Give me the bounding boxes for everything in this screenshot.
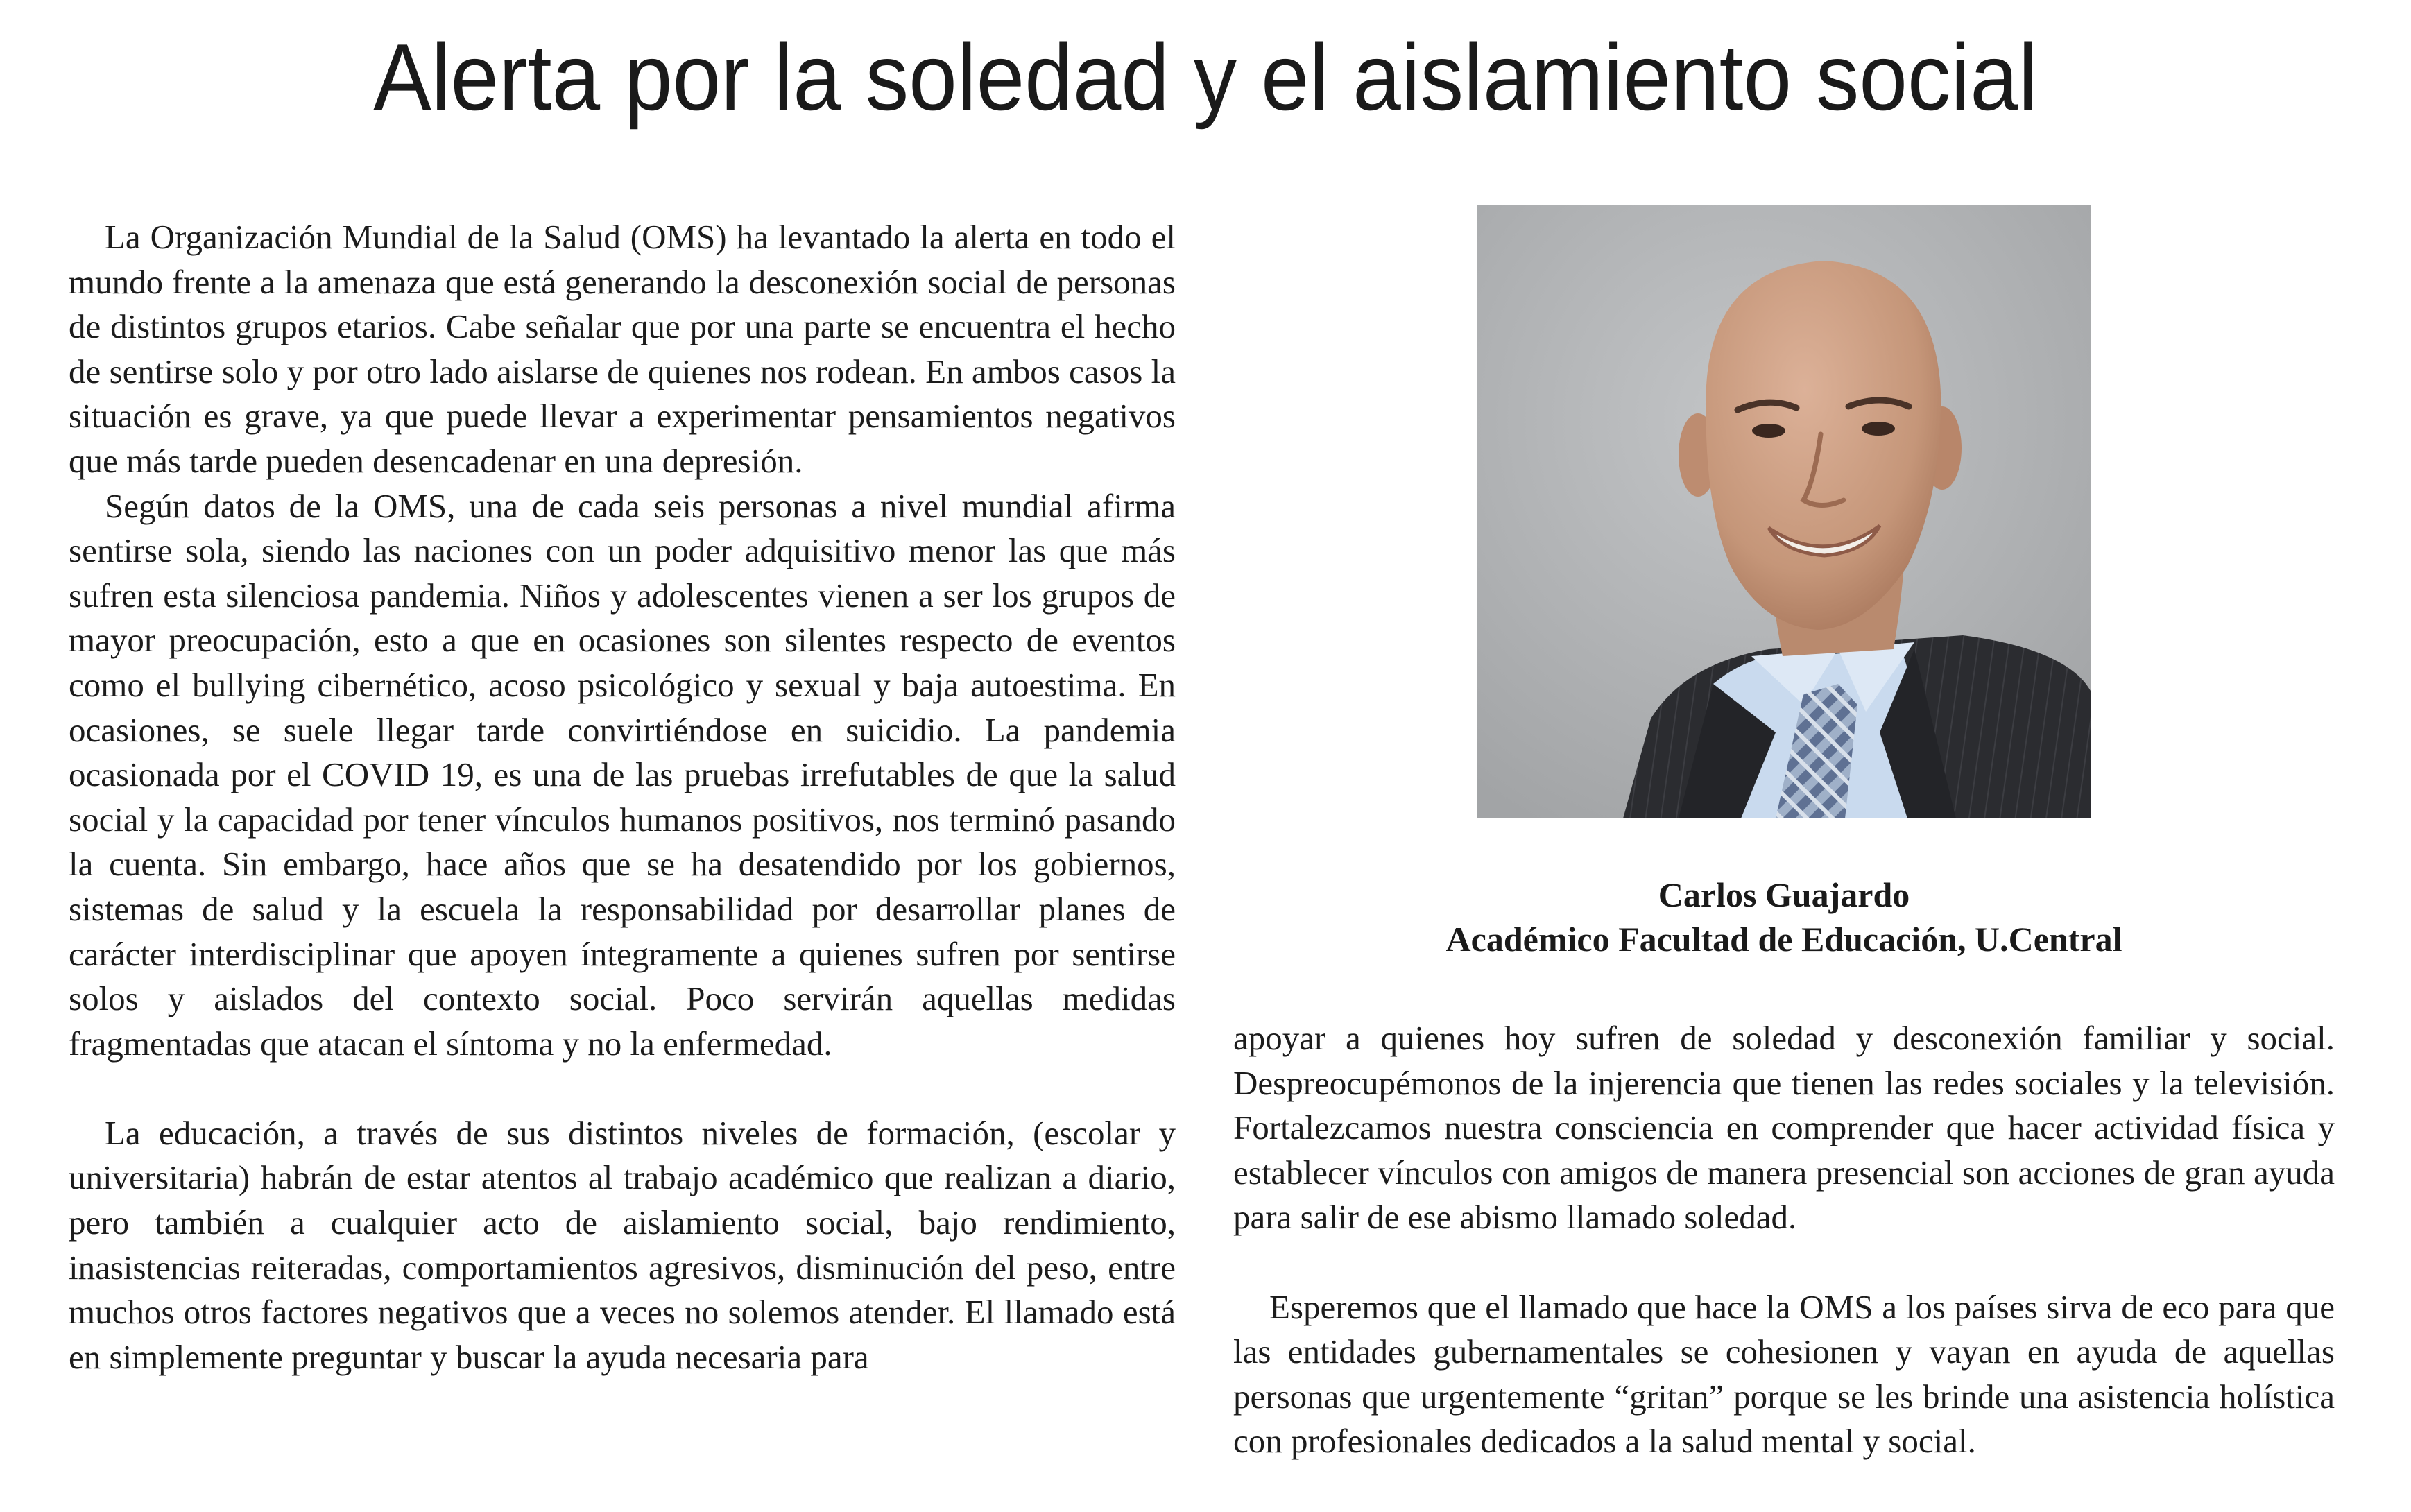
body-paragraph: apoyar a quienes hoy sufren de soledad y desconexión familiar y social. Despreocupémonos de la injerencia que tienen las redes sociales y la televisión. Fortalezcamos nuestra consciencia en comprender que hacer actividad física y establecer vínculos con amigos de manera presencial son acciones de gran ayuda para salir de ese abismo llamado soledad. [1233,1019,2335,1237]
body-paragraph: Esperemos que el llamado que hace la OMS a los países sirva de eco para que las entidades gubernamentales se cohesionen y vayan en ayuda de aquellas personas que urgentemente “gritan” porque se les brinde una asistencia holística con profesionales dedicados a la salud mental y social. [1233,1287,2335,1461]
body-paragraph: La educación, a través de sus distintos niveles de formación, (escolar y universitaria) habrán de estar atentos al trabajo académico que realizan a diario, pero también a cualquier acto de aislamiento social, bajo rendimiento, inasistencias reiteradas, comportamientos agresivos, disminución del peso, entre muchos otros factores negativos que a veces no solemos atender. El llamado está en simplemente preguntar y buscar la ayuda necesaria para [69,1113,1176,1376]
author-portrait-illustration [1477,205,2091,818]
article-title: Alerta por la soledad y el aislamiento social [373,24,2038,130]
article-body-left-column [69,215,1176,1380]
author-name: Carlos Guajardo [1658,875,1910,914]
body-paragraph: Según datos de la OMS, una de cada seis personas a nivel mundial afirma sentirse sola, siendo las naciones con un poder adquisitivo menor las que más sufren esta silenciosa pandemia. Niños y adolescentes vienen a ser los grupos de mayor preocupación, esto a que en ocasiones son silentes respecto de eventos como el bullying cibernético, acoso psicológico y sexual y baja autoestima. En ocasiones, se suele llegar tarde convirtiéndose en suicidio. La pandemia ocasionada por el COVID 19, es una de las pruebas irrefutables de que la salud social y la capacidad por tener vínculos humanos positivos, nos terminó pasando la cuenta. Sin embargo, hace años que se ha desatendido por los gobiernos, sistemas de salud y la escuela la responsabilidad por desarrollar planes de carácter interdisciplinar que apoyen íntegramente a quienes sufren por sentirse solos y aislados del contexto social. Poco servirán aquellas medidas fragmentadas que atacan el síntoma y no la enfermedad. [69,486,1176,1063]
photo-caption [1233,873,2335,961]
author-affiliation: Académico Facultad de Educación, U.Central [1445,920,2122,959]
author-photo [1477,205,2091,818]
article-body-right-column [1233,1016,2335,1464]
body-paragraph: La Organización Mundial de la Salud (OMS) ha levantado la alerta en todo el mundo frente a la amenaza que está generando la desconexión social de personas de distintos grupos etarios. Cabe señalar que por una parte se encuentra el hecho de sentirse solo y por otro lado aislarse de quienes nos rodean. En ambos casos la situación es grave, ya que puede llevar a experimentar pensamientos negativos que más tarde pueden desencadenar en una depresión. [69,218,1176,480]
